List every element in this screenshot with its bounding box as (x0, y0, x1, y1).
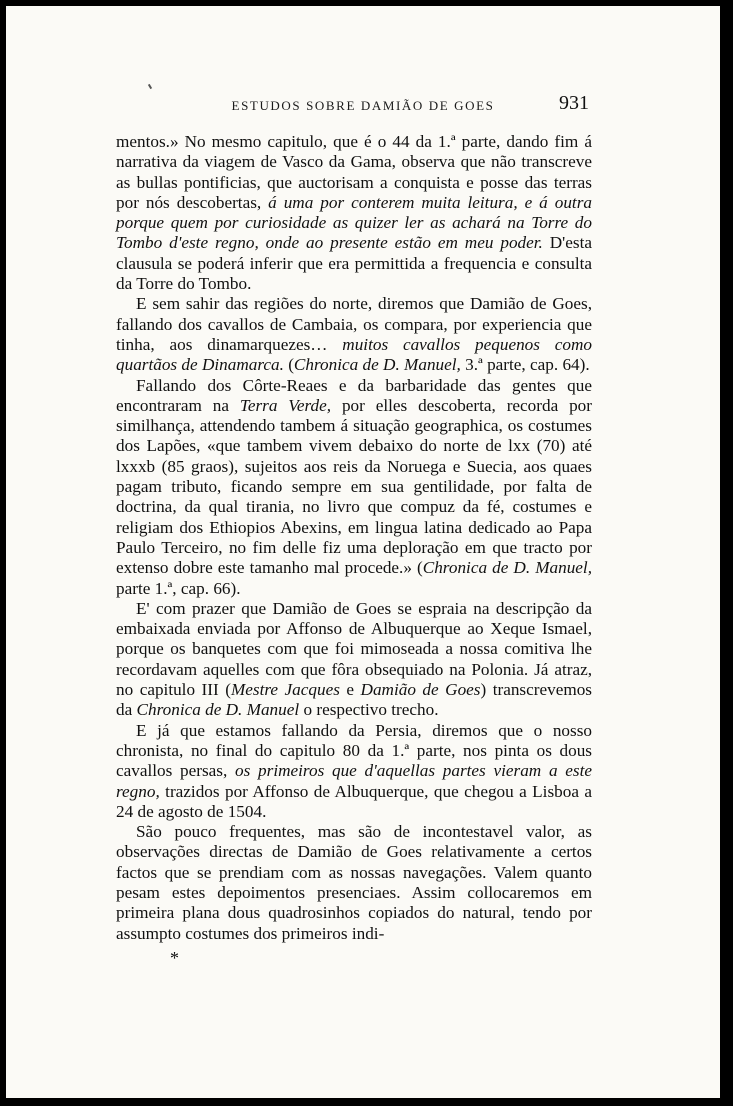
text-segment: São pouco frequentes, mas são de incontestavel valor, as observações directas de Damião de Goes relativamente a certos factos que se prendiam com as nossas navegações. Valem quanto pesam estes depoimentos presenciaes. Assim collocaremos em primeira plana dous quadrosinhos copiados do natural, tendo por assumpto costumes dos primeiros indi- (116, 822, 592, 943)
body-text (116, 132, 592, 944)
paragraph (116, 376, 592, 599)
running-head (6, 94, 720, 118)
text-segment: parte 1.ª, cap. 66). (116, 578, 241, 598)
paragraph (116, 822, 592, 944)
text-segment: trazidos por Affonso de Albuquerque, que chegou a Lisboa a 24 de agosto de 1504. (116, 781, 592, 821)
book-page (6, 6, 720, 1098)
text-segment: E já que estamos fallando da Persia, diremos que o nosso chronista, no final do capitulo 80 da 1.ª parte, nos pinta os dous cavallos persas, (116, 720, 592, 781)
italic-segment: os primeiros que d'aquellas partes vieram a este regno, (116, 761, 592, 801)
text-segment: e (339, 680, 361, 700)
paragraph (116, 132, 592, 294)
italic-segment: á uma por conterem muita leitura, e á outra porque quem por curiosidade as quizer ler as achará na Torre do Tombo d'este regno, onde ao presente estão em meu poder. (116, 192, 592, 253)
italic-segment: Chronica de D. Manuel, (293, 355, 461, 375)
text-segment: E' com prazer que Damião de Goes se espraia na descripção da embaixada enviada por Affonso de Albuquerque ao Xeque Ismael, porque os banquetes com que foi mimoseada a nossa comitiva lhe recordavam aquelles com que fôra obsequiado na Polonia. Já atraz, no capitulo III ( (116, 598, 592, 700)
italic-segment: Chronica de D. Manuel (136, 700, 300, 720)
text-segment: D'esta clausula se poderá inferir que era permittida a frequencia e consulta da Torre do Tombo. (116, 233, 592, 294)
text-segment: ( (283, 355, 294, 375)
page-number: 931 (559, 92, 589, 114)
print-speck (148, 84, 152, 89)
text-segment: o respectivo trecho. (299, 700, 439, 720)
footer-mark: * (170, 948, 179, 968)
paragraph (116, 721, 592, 822)
text-segment: ) transcrevemos da (116, 680, 592, 720)
italic-segment: Mestre Jacques (230, 680, 340, 700)
italic-segment: Damião de Goes (360, 680, 481, 700)
text-segment: Fallando dos Côrte-Reaes e da barbaridade das gentes que encontraram na (116, 375, 592, 415)
text-segment: mentos.» No mesmo capitulo, que é o 44 da 1.ª parte, dando fim á narrativa da viagem de Vasco da Gama, observa que não transcreve as bullas pontificias, que auctorisam a conquista e posse das terras por nós descobertas, (116, 132, 592, 212)
italic-segment: Chronica de D. Manuel, (422, 558, 592, 578)
text-segment: por elles descoberta, recorda por similhança, attendendo tambem á situação geographica, os costumes dos Lapões, «que tambem vivem debaixo do norte de lxx (70) até lxxxb (85 graos), sujeitos aos reis da Noruega e Suecia, aos quaes pagam tributo, ficando sempre em sua gentilidade, por falta de doctrina, da qual tirania, no livro que compuz da fé, costumes e religiam dos Ethiopios Abexins, em lingua latina dedicado ao Papa Paulo Terceiro, no fim delle fiz uma deploração em que tracto por extenso dobre este tamanho mal procede.» ( (116, 395, 592, 578)
italic-segment: Terra Verde, (239, 395, 332, 415)
italic-segment: muitos cavallos pequenos como quartãos de Dinamarca. (116, 334, 593, 375)
paragraph (116, 599, 592, 721)
running-title: ESTUDOS SOBRE DAMIÃO DE GOES (231, 98, 495, 113)
paragraph (116, 294, 592, 375)
text-segment: 3.ª parte, cap. 64). (460, 355, 590, 375)
text-segment: E sem sahir das regiões do norte, diremos que Damião de Goes, fallando dos cavallos de Cambaia, os compara, por experiencia que tinha, aos dinamarquezes… (116, 294, 592, 354)
